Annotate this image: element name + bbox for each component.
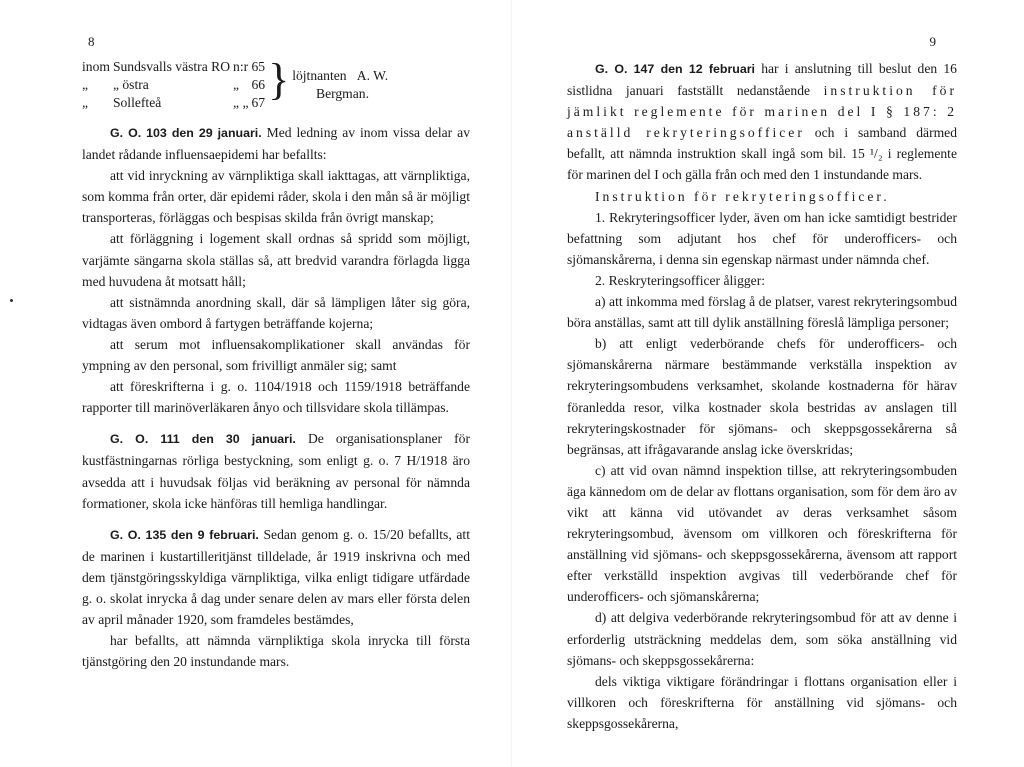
order-paragraph: att vid inryckning av värnpliktiga skall iakttagas, att värnpliktiga, som komma från orter, där epidemi råder, skola i den mån så är möjligt transporteras, förläggas och bespisas skilda från övrigt manskap; [82, 168, 470, 226]
garrison-number: 65 [251, 59, 266, 74]
spacer [82, 418, 470, 428]
order-intro-text: Sedan genom g. o. 15/20 befallts, att de marinen i kustartilleritjänst tilldelade, år 1919 inskrivna och med dem tjänstgöringsskyldiga värnpliktiga, vilka enligt tidigare utfärdade g. o. skolat inrycka å dag under senare delen av mars eller första delen av april månader 1920, som framdeles bestämdes, [82, 526, 470, 628]
left-page-column [82, 55, 470, 672]
order-heading: G. O. 111 den 30 januari. [110, 432, 296, 447]
officer-name: Bergman. [316, 86, 369, 101]
order-111-text [82, 428, 470, 513]
garrison-place: „ östra [112, 77, 149, 92]
order-paragraph: att föreskrifterna i g. o. 1104/1918 och 1159/1918 beträffande rapporter till marinöverläkaren ånyo och tillsvidare skola tillämpas. [82, 379, 470, 416]
garrison-unit: „ [233, 77, 240, 92]
garrison-list [82, 55, 391, 112]
officer-initials: A. W. [356, 68, 389, 83]
garrison-unit: n:r [233, 59, 249, 74]
instruction-title: Instruktion för rekryteringsofficer. [595, 188, 890, 204]
garrison-lead: „ [82, 77, 89, 92]
instruction-paragraph: b) att enligt vederbörande chefs för underofficers- och sjömanskårerna närmare bestämmande verkställa inspektion av rekryteringsombudens verksamhet, skolande kostnaderna för härav föranledda resor, vilka kostnader skola bestridas av anslagen till rekryteringskostnader för sjömans- och skeppsgossekårerna så begränsas, att ifrågavarande anslag icke överskridas; [567, 336, 957, 457]
instruction-paragraph: c) att vid ovan nämnd inspektion tillse, att rekryteringsombuden äga kännedom om de delar av flottans organisation, som för dem äro av vikt att känna vid utövandet av deras verksamhet såsom rekryteringsombud, ävensom om villkoren och föreskrifterna för anställning vid sjömans- och skeppsgossekårerna, ävensom att rapport efter verkställd inspektion avgivas till vederbörande chef för underofficers- och sjömanskårerna; [567, 462, 957, 605]
spacer [82, 514, 470, 524]
instruction-paragraph: a) att inkomma med förslag å de platser, varest rekryteringsombud böra anställas, samt att till dylik anställning föreslå lämpliga personer; [567, 294, 957, 331]
garrison-number: 66 [251, 77, 266, 92]
order-intro-text: har i anslutning till beslut den 16 sistlidna januari fastställt nedanstående [567, 61, 957, 99]
garrison-officer [292, 58, 391, 112]
garrison-lead: „ [82, 95, 89, 110]
instruction-paragraph: d) att delgiva vederbörande rekryteringsombud för att av denne i erforderlig utsträckning meddelas dem, som söka anställning vid sjömans- och skeppsgossekårerna: [567, 610, 957, 668]
right-page-number: 9 [929, 34, 936, 49]
garrison-row [82, 58, 391, 76]
order-heading: G. O. 135 den 9 februari. [110, 527, 259, 542]
instruction-paragraph: 2. Reskryteringsofficer åligger: [595, 272, 765, 288]
spaced-text: instruktion för jämlikt reglemente för marinen del I § 187: 2 anställd rekryteringsofficer [567, 83, 957, 141]
order-paragraph: att förläggning i logement skall ordnas så spridd som möjligt, varjämte sängarna skola ställas så, att bredvid varandra förlagda ligga med huvudena åt motsatt håll; [82, 231, 470, 289]
officer-rank: löjtnanten [292, 68, 347, 83]
instruction-paragraph: 1. Rekryteringsofficer lyder, även om han icke samtidigt bestrider befattning som adjutant hos chef för underofficers- och sjömanskårerna, i denna sin egenskap närmast under nämnda chef. [567, 209, 957, 267]
order-paragraph: att serum mot influensakomplikationer skall användas för ympning av den personal, som frivilligt anmäler sig; samt [82, 336, 470, 374]
garrison-lead: inom [82, 59, 110, 74]
left-page-number: 8 [88, 34, 95, 49]
garrison-place: Sundsvalls västra RO [112, 59, 231, 74]
order-103-intro [82, 122, 470, 165]
order-heading: G. O. 147 den 12 februari [595, 62, 755, 76]
garrison-unit: „ „ [233, 95, 249, 110]
order-147-intro [567, 58, 957, 186]
print-speck [10, 299, 13, 302]
order-135-intro [82, 524, 470, 630]
garrison-place: Sollefteå [112, 95, 162, 110]
order-heading: G. O. 103 den 29 januari. [110, 126, 262, 140]
order-intro-text: Med ledning av inom vissa delar av landet rådande influensaepidemi har befallts: [82, 125, 470, 163]
garrison-brace: } [268, 55, 290, 104]
order-paragraph: att sistnämnda anordning skall, där så lämpligen låter sig göra, vidtagas även ombord å fartygen beträffande kojerna; [82, 294, 470, 331]
order-intro-text: och i samband därmed befallt, att nämnda instruktion skall ingå som bil. 15 ¹/₂ i reglemente för marinen del I och gälla från och med den 1 instundande mars. [567, 125, 958, 183]
right-page [512, 0, 1024, 767]
right-page-column [567, 58, 957, 734]
order-intro-text: De organisationsplaner för kustfästningarnas rörliga bestyckning, som enligt g. o. 7 H/1918 äro avsedda att i huvudsak följas vid beräkning av personal för nämnda formationer, skola icke hänföras till hemliga handlingar. [82, 431, 470, 511]
garrison-number: 67 [251, 95, 266, 110]
order-paragraph: har befallts, att nämnda värnpliktiga skola inrycka till första tjänstgöring den 20 instundande mars. [82, 633, 470, 670]
spacer [82, 112, 470, 122]
instruction-paragraph: dels viktiga viktigare förändringar i flottans organisation eller i villkoren och föreskrifterna för anställning vid sjömans- och skeppsgossekårerna, [567, 673, 957, 731]
